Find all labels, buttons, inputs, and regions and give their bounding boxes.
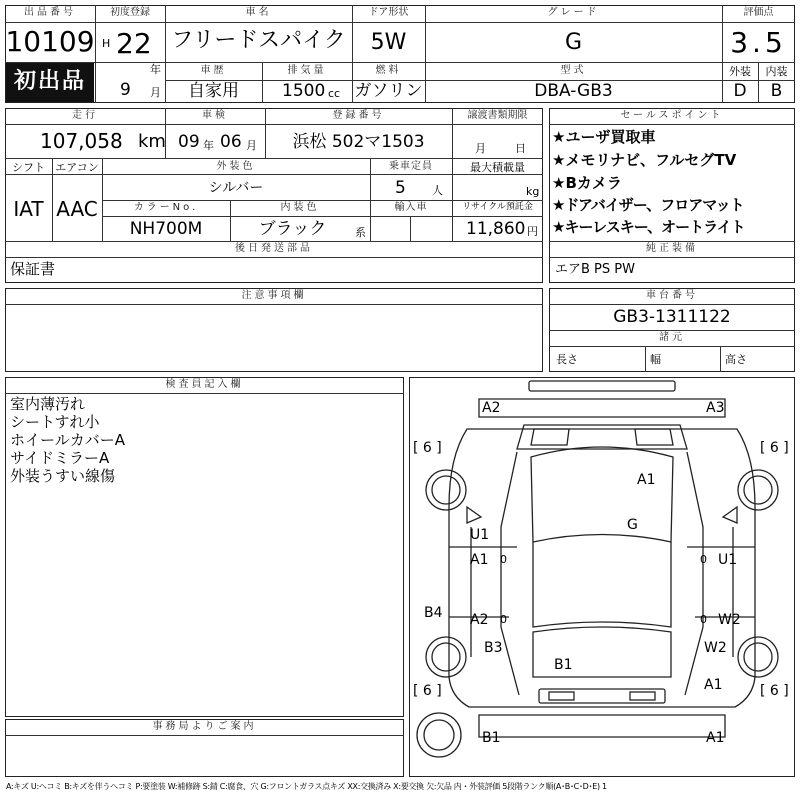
later-parts: 保証書 [10, 260, 56, 278]
plate-number: 浜松 502マ1503 [292, 132, 425, 152]
damage-legend: A:キズ U:ヘコミ B:キズを伴うヘコミ P:要塗装 W:補修跡 S:錆 C:腐食、穴 G:フロントガラス点キズ XX:交換済み X:要交換 欠:欠品 内・外装評価 5段階ランク順(A･B･C･D･E) 1 [6, 782, 607, 791]
int-color: ブラック [258, 219, 327, 239]
inspection-year: 09 [178, 132, 200, 152]
reg-era: H [102, 37, 111, 50]
tire-tread-rear-right: [ 6 ] [760, 683, 789, 699]
chassis-number: GB3-1311122 [613, 307, 731, 327]
inspector-line: サイドミラーA [10, 449, 110, 467]
sales-point-item: ★ドアバイザー、フロアマット [552, 196, 744, 214]
mileage-unit: km [138, 131, 166, 152]
reg-year: 22 [116, 27, 152, 60]
lot-label: 出品番号 [24, 7, 76, 18]
sales-point-label: セールスポイント [620, 110, 724, 121]
office-label: 事務局よりご案内 [152, 721, 257, 732]
import-label: 輸入車 [394, 202, 428, 213]
door-handle-mark: 0 [500, 613, 507, 626]
damage-mark: A1 [706, 730, 725, 746]
recycle-value: 11,860 [466, 219, 526, 239]
tire-tread-front-left: [ 6 ] [413, 440, 442, 456]
max-load-unit: kg [526, 185, 540, 198]
displacement: 1500 [282, 81, 326, 101]
grade: G [564, 30, 583, 55]
lot-number: 10109 [5, 25, 95, 58]
inspector-line: ホイールカバーA [10, 431, 125, 449]
equipment-label: 純正装備 [646, 243, 698, 254]
sales-point-item: ★メモリナビ、フルセグTV [552, 151, 737, 169]
damage-mark: W2 [704, 640, 727, 656]
sales-point-item: ★Bカメラ [552, 174, 622, 192]
sales-point-item: ★ユーザ買取車 [552, 128, 656, 146]
inspector-line: シートすれ小 [10, 413, 100, 431]
ext-label: 外装 [729, 65, 751, 78]
car-diagram [409, 377, 795, 777]
ac-value: AAC [56, 197, 98, 221]
score: 3.5 [730, 26, 787, 59]
damage-mark: B4 [424, 605, 443, 621]
door-handle-mark: 0 [500, 553, 507, 566]
inspector-label: 検査員記入欄 [165, 379, 244, 390]
door-handle-mark: 0 [700, 613, 707, 626]
damage-mark: B1 [482, 730, 501, 746]
reg-month-unit: 月 [150, 86, 161, 99]
sales-point-item: ★キーレスキー、オートライト [552, 218, 745, 236]
door-handle-mark: 0 [700, 553, 707, 566]
score-label: 評価点 [743, 7, 774, 18]
later-parts-label: 後日発送部品 [235, 243, 313, 254]
max-load-label: 最大積載量 [470, 161, 525, 174]
plate-label: 登録番号 [332, 110, 385, 121]
history: 自家用 [188, 81, 239, 101]
int-grade: B [770, 81, 783, 101]
damage-mark: A3 [706, 400, 725, 416]
color-no-label: カラーNo. [133, 202, 199, 213]
fuel-label: 燃料 [375, 65, 402, 76]
door: 5W [370, 30, 407, 55]
model-label: 型式 [560, 65, 587, 76]
reg-year-unit: 年 [150, 63, 161, 76]
damage-mark: A2 [470, 612, 489, 628]
int-color-label: 内装色 [280, 202, 320, 213]
shift-value: IAT [13, 197, 44, 221]
shift-label: シフト [12, 161, 45, 174]
int-color-unit: 系 [355, 226, 366, 239]
chassis-label: 車台番号 [646, 290, 698, 301]
notes-label: 注意事項欄 [241, 290, 307, 301]
damage-mark: G [627, 517, 638, 533]
reg-label: 初度登録 [110, 7, 150, 18]
mileage-label: 走行 [72, 110, 98, 121]
car-name: フリードスパイク [171, 28, 346, 53]
capacity-unit: 人 [432, 184, 443, 197]
ext-color: シルバー [208, 180, 264, 196]
grade-label: グレード [547, 7, 600, 18]
damage-mark: B1 [554, 657, 573, 673]
fuel: ガソリン [354, 81, 423, 101]
width-label: 幅 [650, 353, 661, 366]
ext-grade: D [733, 81, 747, 101]
capacity: 5 [395, 178, 406, 198]
inspection-month-unit: 月 [246, 139, 257, 152]
damage-mark: A2 [482, 400, 501, 416]
tire-tread-rear-left: [ 6 ] [413, 683, 442, 699]
model: DBA-GB3 [534, 81, 613, 101]
transfer-label: 譲渡書類期限 [467, 110, 528, 121]
capacity-label: 乗車定員 [389, 161, 433, 172]
int-label: 内装 [765, 65, 788, 78]
length-label: 長さ [556, 353, 578, 366]
history-label: 車歴 [200, 65, 227, 76]
mileage: 107,058 [40, 129, 123, 153]
ac-label: エアコン [55, 161, 99, 174]
transfer-month: 月 [475, 142, 486, 155]
transfer-day: 日 [515, 142, 526, 155]
reg-month: 9 [120, 80, 131, 100]
inspector-line: 室内薄汚れ [10, 395, 86, 413]
inspection-year-unit: 年 [203, 139, 214, 152]
damage-mark: U1 [470, 527, 490, 543]
damage-mark: W2 [718, 612, 741, 628]
ext-color-label: 外装色 [216, 161, 256, 172]
damage-mark: A1 [704, 677, 723, 693]
door-label: ドア形状 [368, 7, 409, 18]
color-no: NH700M [129, 219, 203, 239]
damage-mark: B3 [484, 640, 503, 656]
inspection-label: 車検 [202, 110, 228, 121]
damage-mark: A1 [637, 472, 656, 488]
car-name-label: 車名 [245, 7, 272, 18]
displacement-label: 排気量 [287, 65, 327, 76]
damage-mark: A1 [470, 552, 489, 568]
dims-label: 諸元 [659, 332, 685, 343]
inspector-line: 外装うすい線傷 [10, 467, 116, 485]
damage-mark: U1 [718, 552, 738, 568]
equipment-value: エアB PS PW [555, 262, 635, 277]
height-label: 高さ [725, 353, 747, 366]
recycle-unit: 円 [527, 225, 538, 238]
inspection-month: 06 [220, 132, 242, 152]
tire-tread-front-right: [ 6 ] [760, 440, 789, 456]
displacement-unit: cc [328, 87, 341, 100]
recycle-label: リサイクル預託金 [462, 202, 533, 212]
first-listing-text: 初出品 [13, 69, 86, 94]
